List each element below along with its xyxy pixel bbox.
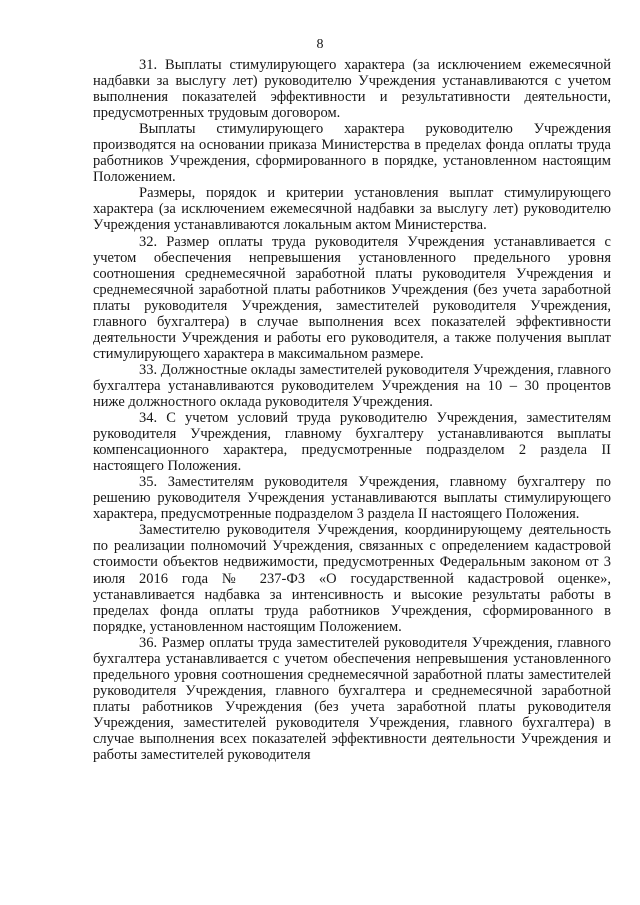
document-body — [93, 57, 611, 763]
paragraph-35: 35. Заместителям руководителя Учреждения, главному бухгалтеру по решению руководителя Учреждения устанавливаются выплаты стимулирующего характера, предусмотренные подразделом 3 раздела II настоящего Положения. — [93, 474, 611, 523]
paragraph-31: 31. Выплаты стимулирующего характера (за исключением ежемесячной надбавки за выслугу лет) руководителю Учреждения устанавливаются с учетом выполнения показателей эффективности и результативности деятельности, предусмотренных трудовым договором. — [93, 57, 611, 122]
paragraph-31-criteria: Размеры, порядок и критерии установления выплат стимулирующего характера (за исключением ежемесячной надбавки за выслугу лет) руководителю Учреждения устанавливаются локальным актом Министерства. — [93, 185, 611, 234]
paragraph-31-payments: Выплаты стимулирующего характера руководителю Учреждения производятся на основании приказа Министерства в пределах фонда оплаты труда работников Учреждения, сформированного в порядке, установленном настоящим Положением. — [93, 121, 611, 186]
paragraph-33: 33. Должностные оклады заместителей руководителя Учреждения, главного бухгалтера устанавливаются руководителем Учреждения на 10 – 30 процентов ниже должностного оклада руководителя Учреждения. — [93, 361, 611, 410]
paragraph-35-deputy: Заместителю руководителя Учреждения, координирующему деятельность по реализации полномочий Учреждения, связанных с определением кадастровой стоимости объектов недвижимости, предусмотренных Федеральным законом от 3 июля 2016 года № 237-ФЗ «О государственной кадастровой оценке», устанавливается надбавка за интенсивность и высокие результаты работы в пределах фонда оплаты труда работников Учреждения, сформированного в порядке, установленном настоящим Положением. — [93, 522, 611, 635]
paragraph-32: 32. Размер оплаты труда руководителя Учреждения устанавливается с учетом обеспечения непревышения установленного предельного уровня соотношения среднемесячной заработной платы руководителя Учреждения и среднемесячной заработной платы работников Учреждения (без учета заработной платы руководителя Учреждения, заместителей руководителя Учреждения, главного бухгалтера) в случае выполнения всех показателей эффективности деятельности Учреждения и работы его руководителя, а также получения выплат стимулирующего характера в максимальном размере. — [93, 233, 611, 362]
paragraph-34: 34. С учетом условий труда руководителю Учреждения, заместителям руководителя Учреждения, главному бухгалтеру устанавливаются выплаты компенсационного характера, предусмотренные подразделом 2 раздела II настоящего Положения. — [93, 410, 611, 475]
paragraph-36: 36. Размер оплаты труда заместителей руководителя Учреждения, главного бухгалтера устанавливается с учетом обеспечения непревышения установленного предельного уровня соотношения среднемесячной заработной платы заместителей руководителя Учреждения, главного бухгалтера и среднемесячной заработной платы работников Учреждения (без учета заработной платы руководителя Учреждения, заместителей руководителя Учреждения, главного бухгалтера) в случае выполнения всех показателей эффективности деятельности Учреждения и работы заместителей руководителя — [93, 634, 611, 764]
page-number: 8 — [316, 37, 324, 52]
